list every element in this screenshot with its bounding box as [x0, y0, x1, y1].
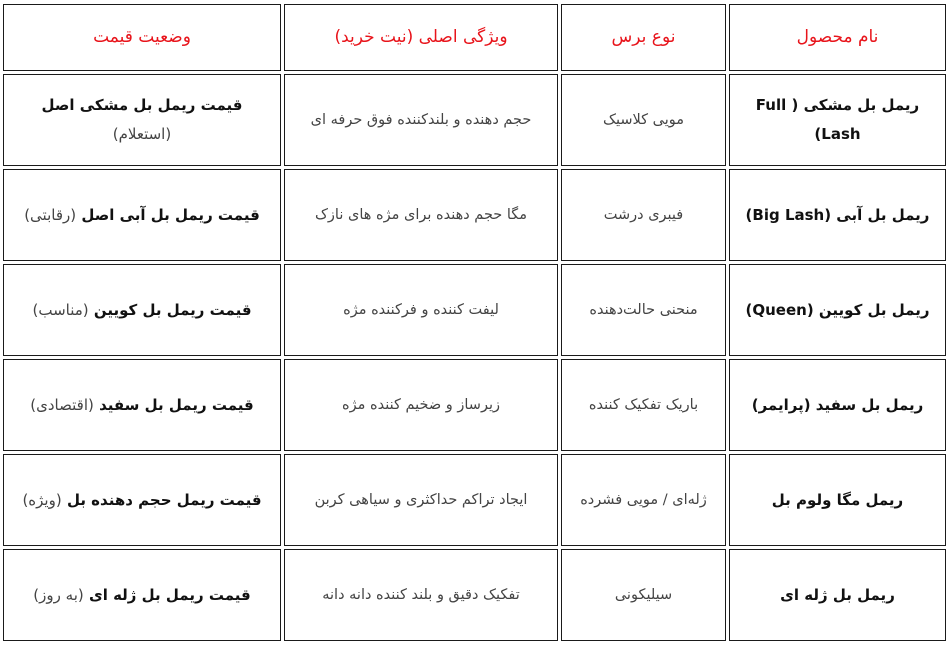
price-status-text	[33, 581, 250, 610]
price-status-text	[32, 296, 251, 325]
cell-price-status	[3, 454, 281, 546]
brush-type-text: فیبری درشت	[603, 206, 684, 223]
cell-brush-type	[561, 359, 726, 451]
cell-product-name	[729, 359, 946, 451]
price-note: (مناسب)	[32, 300, 89, 319]
cell-price-status	[3, 169, 281, 261]
header-label: وضعیت قیمت	[93, 27, 191, 47]
product-name-text: ریمل بل آبی (Big Lash)	[745, 205, 930, 224]
cell-brush-type	[561, 549, 726, 641]
cell-main-feature	[284, 359, 558, 451]
header-main-feature	[284, 4, 558, 71]
price-main: قیمت ریمل بل آبی اصل	[81, 205, 260, 224]
price-status-text	[30, 391, 253, 420]
feature-text: حجم دهنده و بلندکننده فوق حرفه ای	[310, 111, 532, 128]
cell-price-status	[3, 74, 281, 166]
cell-price-status	[3, 549, 281, 641]
header-label: ویژگی اصلی (نیت خرید)	[334, 27, 508, 47]
cell-brush-type	[561, 264, 726, 356]
feature-text: مگا حجم دهنده برای مژه های نازک	[314, 206, 528, 223]
header-product-name	[729, 4, 946, 71]
product-name-text: ریمل بل کویین (Queen)	[745, 300, 930, 319]
brush-type-text: سیلیکونی	[614, 586, 673, 603]
cell-product-name	[729, 264, 946, 356]
price-main: قیمت ریمل بل کویین	[93, 300, 252, 319]
cell-price-status	[3, 359, 281, 451]
price-main: قیمت ریمل بل سفید	[99, 395, 254, 414]
cell-product-name	[729, 74, 946, 166]
cell-product-name	[729, 169, 946, 261]
cell-price-status	[3, 264, 281, 356]
feature-text: لیفت کننده و فرکننده مژه	[343, 301, 499, 318]
cell-main-feature	[284, 264, 558, 356]
price-status-text	[18, 91, 266, 149]
price-note: (اقتصادی)	[30, 395, 94, 414]
brush-type-text: باریک تفکیک کننده	[588, 396, 699, 413]
product-name-text: ریمل بل سفید (پرایمر)	[751, 395, 924, 414]
feature-text: تفکیک دقیق و بلند کننده دانه دانه	[322, 586, 520, 603]
cell-product-name	[729, 454, 946, 546]
header-price-status	[3, 4, 281, 71]
brush-type-text: ژله‌ای / مویی فشرده	[580, 491, 707, 508]
price-main: قیمت ریمل حجم دهنده بل	[66, 490, 262, 509]
product-name-text: ریمل مگا ولوم بل	[771, 490, 904, 509]
cell-main-feature	[284, 454, 558, 546]
product-name-text: ریمل بل مشکی ( Full Lash)	[755, 96, 920, 143]
feature-text: ایجاد تراکم حداکثری و سیاهی کربن	[314, 491, 528, 508]
product-table	[4, 4, 946, 641]
price-status-text	[22, 486, 261, 515]
cell-brush-type	[561, 454, 726, 546]
price-note: (ویژه)	[22, 490, 62, 509]
price-note: (استعلام)	[112, 125, 172, 143]
product-name-text: ریمل بل ژله ای	[780, 585, 895, 604]
price-note: (رقابتی)	[24, 205, 77, 224]
cell-product-name	[729, 549, 946, 641]
feature-text: زیرساز و ضخیم کننده مژه	[342, 396, 500, 413]
price-status-text	[24, 201, 260, 230]
cell-main-feature	[284, 74, 558, 166]
cell-brush-type	[561, 74, 726, 166]
brush-type-text: مویی کلاسیک	[602, 111, 685, 128]
brush-type-text: منحنی حالت‌دهنده	[589, 301, 698, 318]
header-label: نوع برس	[611, 27, 676, 47]
price-main: قیمت ریمل بل مشکی اصل	[41, 96, 243, 114]
header-label: نام محصول	[796, 27, 879, 47]
cell-brush-type	[561, 169, 726, 261]
price-main: قیمت ریمل بل ژله ای	[88, 585, 251, 604]
cell-main-feature	[284, 169, 558, 261]
price-note: (به روز)	[33, 585, 84, 604]
header-brush-type	[561, 4, 726, 71]
cell-main-feature	[284, 549, 558, 641]
